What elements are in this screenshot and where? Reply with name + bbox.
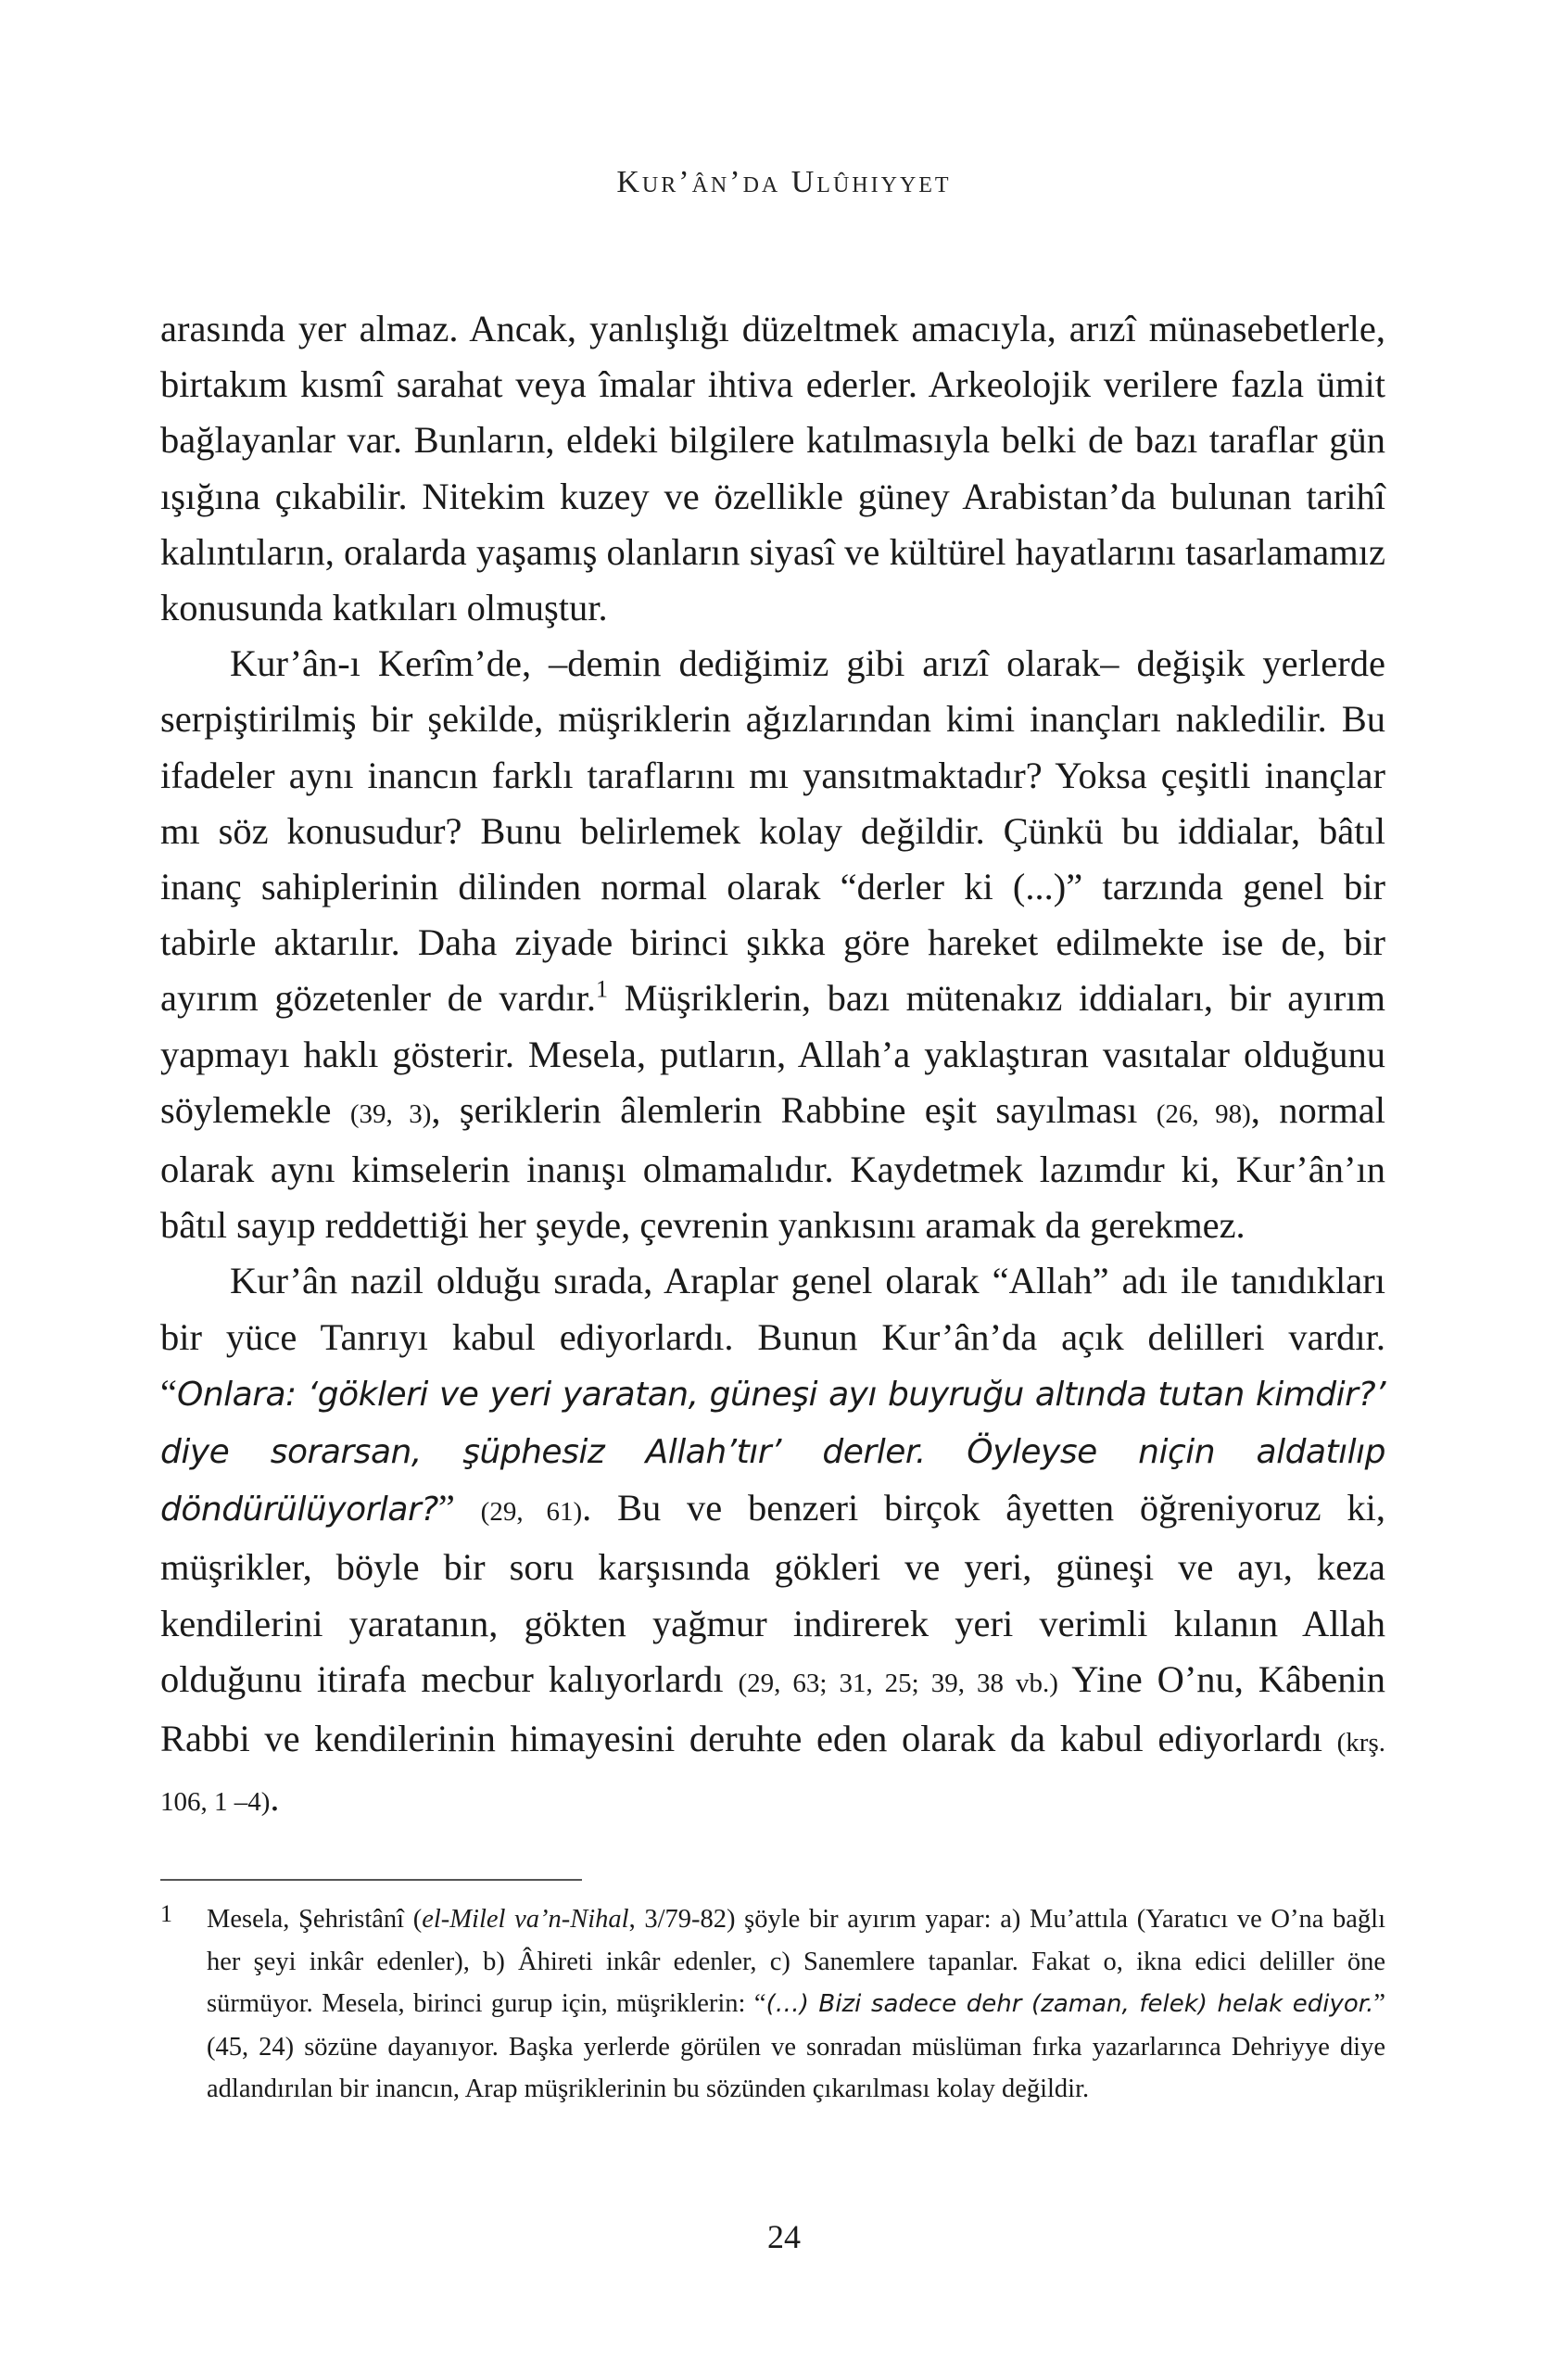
paragraph-3-text-d: Yine O’nu, Kâbenin Rabbi ve kendilerinin himayesini deruhte eden olarak da kabul ediyorlardı — [160, 1657, 1385, 1760]
footnote-verse-quote: (…) Bizi sadece dehr (zaman, felek) helak ediyor. — [765, 1990, 1374, 2018]
verse-reference: (39, 3) — [349, 1098, 432, 1129]
footnote-text-a: Mesela, Şehristânî ( — [207, 1905, 423, 1934]
footnote-text-b: , 3/79-82) şöyle bir ayırım yapar: a) Mu’attıla (Yaratıcı ve O’na bağlı her şeyi inkâr edenler), b) Âhireti inkâr edenler, c) Sanemlere tapanlar. Fakat o, ikna edici deliller öne sürmüyor. Mesela, birinci gurup için, müşriklerin: “ — [207, 1905, 1385, 2018]
paragraph-2-text-d: , normal olarak aynı kimselerin inanışı olmamalıdır. Kaydetmek lazımdır ki, Kur’ân’ın bâtıl sayıp reddettiği her şeyde, çevrenin yankısını aramak da gerekmez. — [160, 1088, 1385, 1247]
verse-reference: (29, 61) — [480, 1497, 583, 1528]
verse-reference: (29, 63; 31, 25; 39, 38 vb.) — [738, 1668, 1058, 1698]
paragraph-2 — [160, 636, 1385, 1253]
paragraph-3-text-e: . — [270, 1777, 280, 1820]
paragraph-2-text-b: Müşriklerin, bazı mütenakız iddiaları, bir ayırım yapmayı haklı gösterir. Mesela, putların, Allah’a yaklaştıran vasıtalar olduğunu söylemekle — [160, 977, 1385, 1131]
footnote-number: 1 — [160, 1900, 172, 1927]
paragraph-2-text-c: , şeriklerin âlemlerin Rabbine eşit sayılması — [431, 1088, 1157, 1131]
verse-reference: (26, 98) — [1156, 1098, 1251, 1129]
footnote-text — [207, 1898, 1385, 2111]
verse-reference: (krş. 106, 1 –4) — [160, 1728, 1385, 1818]
book-title: el-Milel va’n-Nihal — [422, 1905, 629, 1934]
page-number: 24 — [767, 2218, 801, 2255]
verse-quote: Onlara: ‘gökleri ve yeri yaratan, güneşi ayı buyruğu altında tutan kimdir?’ diye sorarsan, şüphesiz Allah’tır’ derler. Öyleyse niçin aldatılıp döndürülüyorlar? — [160, 1375, 1385, 1529]
main-text — [160, 301, 1385, 1830]
paragraph-3 — [160, 1253, 1385, 1830]
running-title: Kur’ân’da Ulûhiyyet — [616, 165, 952, 199]
footnote-text-c: ” (45, 24) sözüne dayanıyor. Başka yerlerde görülen ve sonradan müslüman fırka yazarlarınca Dehriyye diye adlandırılan bir inancın, Arap müşriklerinin bu sözünden çıkarılması kolay değildir. — [207, 1989, 1385, 2103]
paragraph-2-text-a: Kur’ân-ı Kerîm’de, –demin dediğimiz gibi arızî olarak– değişik yerlerde serpiştirilmiş bir şekilde, müşriklerin ağızlarından kimi inançları nakledilir. Bu ifadeler aynı inancın farklı taraflarını mı yansıtmaktadır? Yoksa çeşitli inançlar mı söz konusudur? Bunu belirlemek kolay değildir. Çünkü bu iddialar, bâtıl inanç sahiplerinin dilinden normal olarak “derler ki (...)” tarzında genel bir tabirle aktarılır. Daha ziyade birinci şıkka göre hareket edilmekte ise de, bir ayırım gözetenler de vardır. — [160, 642, 1385, 1020]
paragraph-3-text-c: . Bu ve benzeri birçok âyetten öğreniyoruz ki, müşrikler, böyle bir soru karşısında gökleri ve yeri, güneşi ve ayı, keza kendilerini yaratanın, gökten yağmur indirerek yeri verimli kılanın Allah olduğunu itirafa mecbur kalıyorlardı — [160, 1487, 1385, 1700]
paragraph-3-text-a: Kur’ân nazil olduğu sırada, Araplar genel olarak “Allah” adı ile tanıdıkları bir yüce Tanrıyı kabul ediyorlardı. Bunun Kur’ân’da açık delilleri vardır. “ — [160, 1260, 1385, 1414]
footnote — [160, 1898, 1385, 2111]
paragraph-1: arasında yer almaz. Ancak, yanlışlığı düzeltmek amacıyla, arızî münasebetlerle, birtakım kısmî sarahat veya îmalar ihtiva ederler. Arkeolojik verilere fazla ümit bağlayanlar var. Bunların, eldeki bilgilere katılmasıyla belki de bazı taraflar gün ışığına çıkabilir. Nitekim kuzey ve özellikle güney Arabistan’da bulunan tarihî kalıntıların, oralarda yaşamış olanların siyasî ve kültürel hayatlarını tasarlamamız konusunda katkıları olmuştur. — [160, 308, 1385, 629]
footnote-reference[interactable]: 1 — [596, 975, 609, 1003]
footnote-divider — [160, 1879, 582, 1881]
paragraph-3-text-b: ” — [437, 1487, 481, 1529]
